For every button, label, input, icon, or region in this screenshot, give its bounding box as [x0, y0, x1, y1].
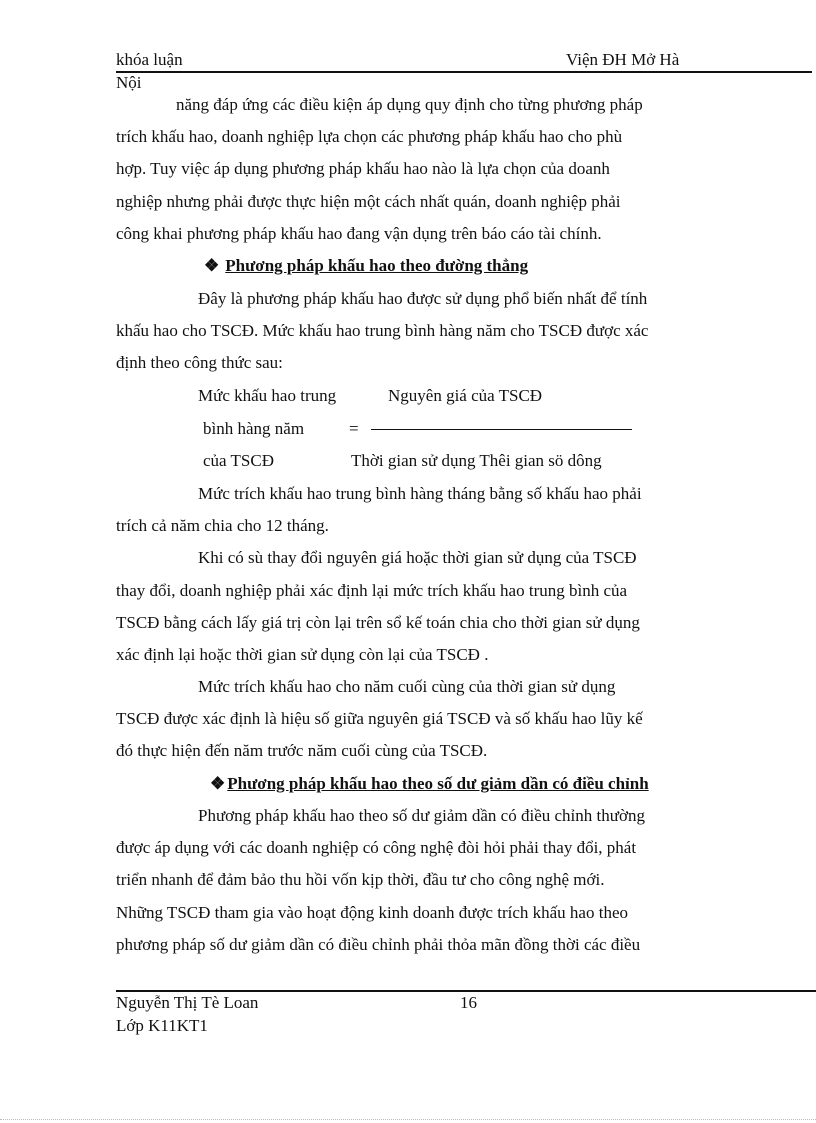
body-line: khấu hao cho TSCĐ. Mức khấu hao trung bình hàng năm cho TSCĐ được xác	[116, 321, 649, 340]
header-rule	[116, 71, 812, 73]
body-line: hợp. Tuy việc áp dụng phương pháp khấu hao nào là lựa chọn của doanh	[116, 159, 610, 178]
footer-author: Nguyễn Thị Tè Loan	[116, 993, 259, 1012]
diamond-bullet-icon: ❖	[204, 256, 220, 275]
body-line: đó thực hiện đến năm trước năm cuối cùng của TSCĐ.	[116, 741, 488, 760]
body-line: Những TSCĐ tham gia vào hoạt động kinh doanh được trích khấu hao theo	[116, 903, 628, 922]
heading-text: Phương pháp khấu hao theo đường thẳng	[225, 256, 529, 275]
body-line: Khi có sù thay đổi nguyên giá hoặc thời gian sử dụng của TSCĐ	[198, 548, 637, 567]
footer-class: Lớp K11KT1	[116, 1016, 208, 1035]
body-line: Phương pháp khấu hao theo số dư giảm dần có điều chỉnh thường	[198, 806, 645, 825]
body-line: xác định lại hoặc thời gian sử dụng còn lại của TSCĐ .	[116, 645, 489, 664]
formula-denominator: Thời gian sử dụng Thêi gian sö dông	[351, 451, 602, 470]
formula-left-label: bình hàng năm	[203, 419, 305, 438]
section-heading-declining-balance	[210, 774, 649, 794]
body-line: trích khấu hao, doanh nghiệp lựa chọn các phương pháp khấu hao cho phù	[116, 127, 623, 146]
body-line: phương pháp số dư giảm dần có điều chỉnh phải thỏa mãn đồng thời các điều	[116, 935, 641, 954]
formula-equals: =	[349, 419, 359, 438]
body-line: Mức trích khấu hao cho năm cuối cùng của thời gian sử dụng	[198, 677, 616, 696]
page-number: 16	[460, 993, 477, 1012]
formula-left-label: của TSCĐ	[203, 451, 274, 470]
body-line: triển nhanh để đảm bảo thu hồi vốn kịp thời, đầu tư cho công nghệ mới.	[116, 870, 605, 889]
footer-rule	[116, 990, 816, 992]
body-line: TSCĐ bằng cách lấy giá trị còn lại trên sổ kế toán chia cho thời gian sử dụng	[116, 613, 640, 632]
body-line: TSCĐ được xác định là hiệu số giữa nguyên giá TSCĐ và số khấu hao lũy kế	[116, 709, 643, 728]
heading-text: Phương pháp khấu hao theo số dư giảm dần có điều chỉnh	[227, 774, 649, 793]
section-heading-straight-line	[204, 256, 528, 276]
header-right: Viện ĐH Mở Hà	[566, 50, 680, 69]
body-line: định theo công thức sau:	[116, 353, 283, 372]
formula-left-label: Mức khấu hao trung	[198, 386, 337, 405]
body-line: trích cả năm chia cho 12 tháng.	[116, 516, 329, 535]
body-line: năng đáp ứng các điều kiện áp dụng quy định cho từng phương pháp	[176, 95, 643, 114]
header-left: khóa luận	[116, 50, 183, 69]
page-bottom-border	[0, 1119, 816, 1120]
body-line: nghiệp nhưng phải được thực hiện một cách nhất quán, doanh nghiệp phải	[116, 192, 621, 211]
body-line: được áp dụng với các doanh nghiệp có công nghệ đòi hỏi phải thay đổi, phát	[116, 838, 637, 857]
diamond-bullet-icon: ❖	[210, 774, 226, 793]
body-line: công khai phương pháp khấu hao đang vận dụng trên báo cáo tài chính.	[116, 224, 602, 243]
body-line: Đây là phương pháp khấu hao được sử dụng phổ biến nhất để tính	[198, 289, 648, 308]
fraction-bar	[371, 429, 632, 430]
body-line: Mức trích khấu hao trung bình hàng tháng bằng số khấu hao phải	[198, 484, 642, 503]
header-right-continued: Nội	[116, 73, 142, 92]
body-line: thay đổi, doanh nghiệp phải xác định lại mức trích khấu hao trung bình của	[116, 581, 628, 600]
formula-numerator: Nguyên giá của TSCĐ	[388, 386, 543, 405]
